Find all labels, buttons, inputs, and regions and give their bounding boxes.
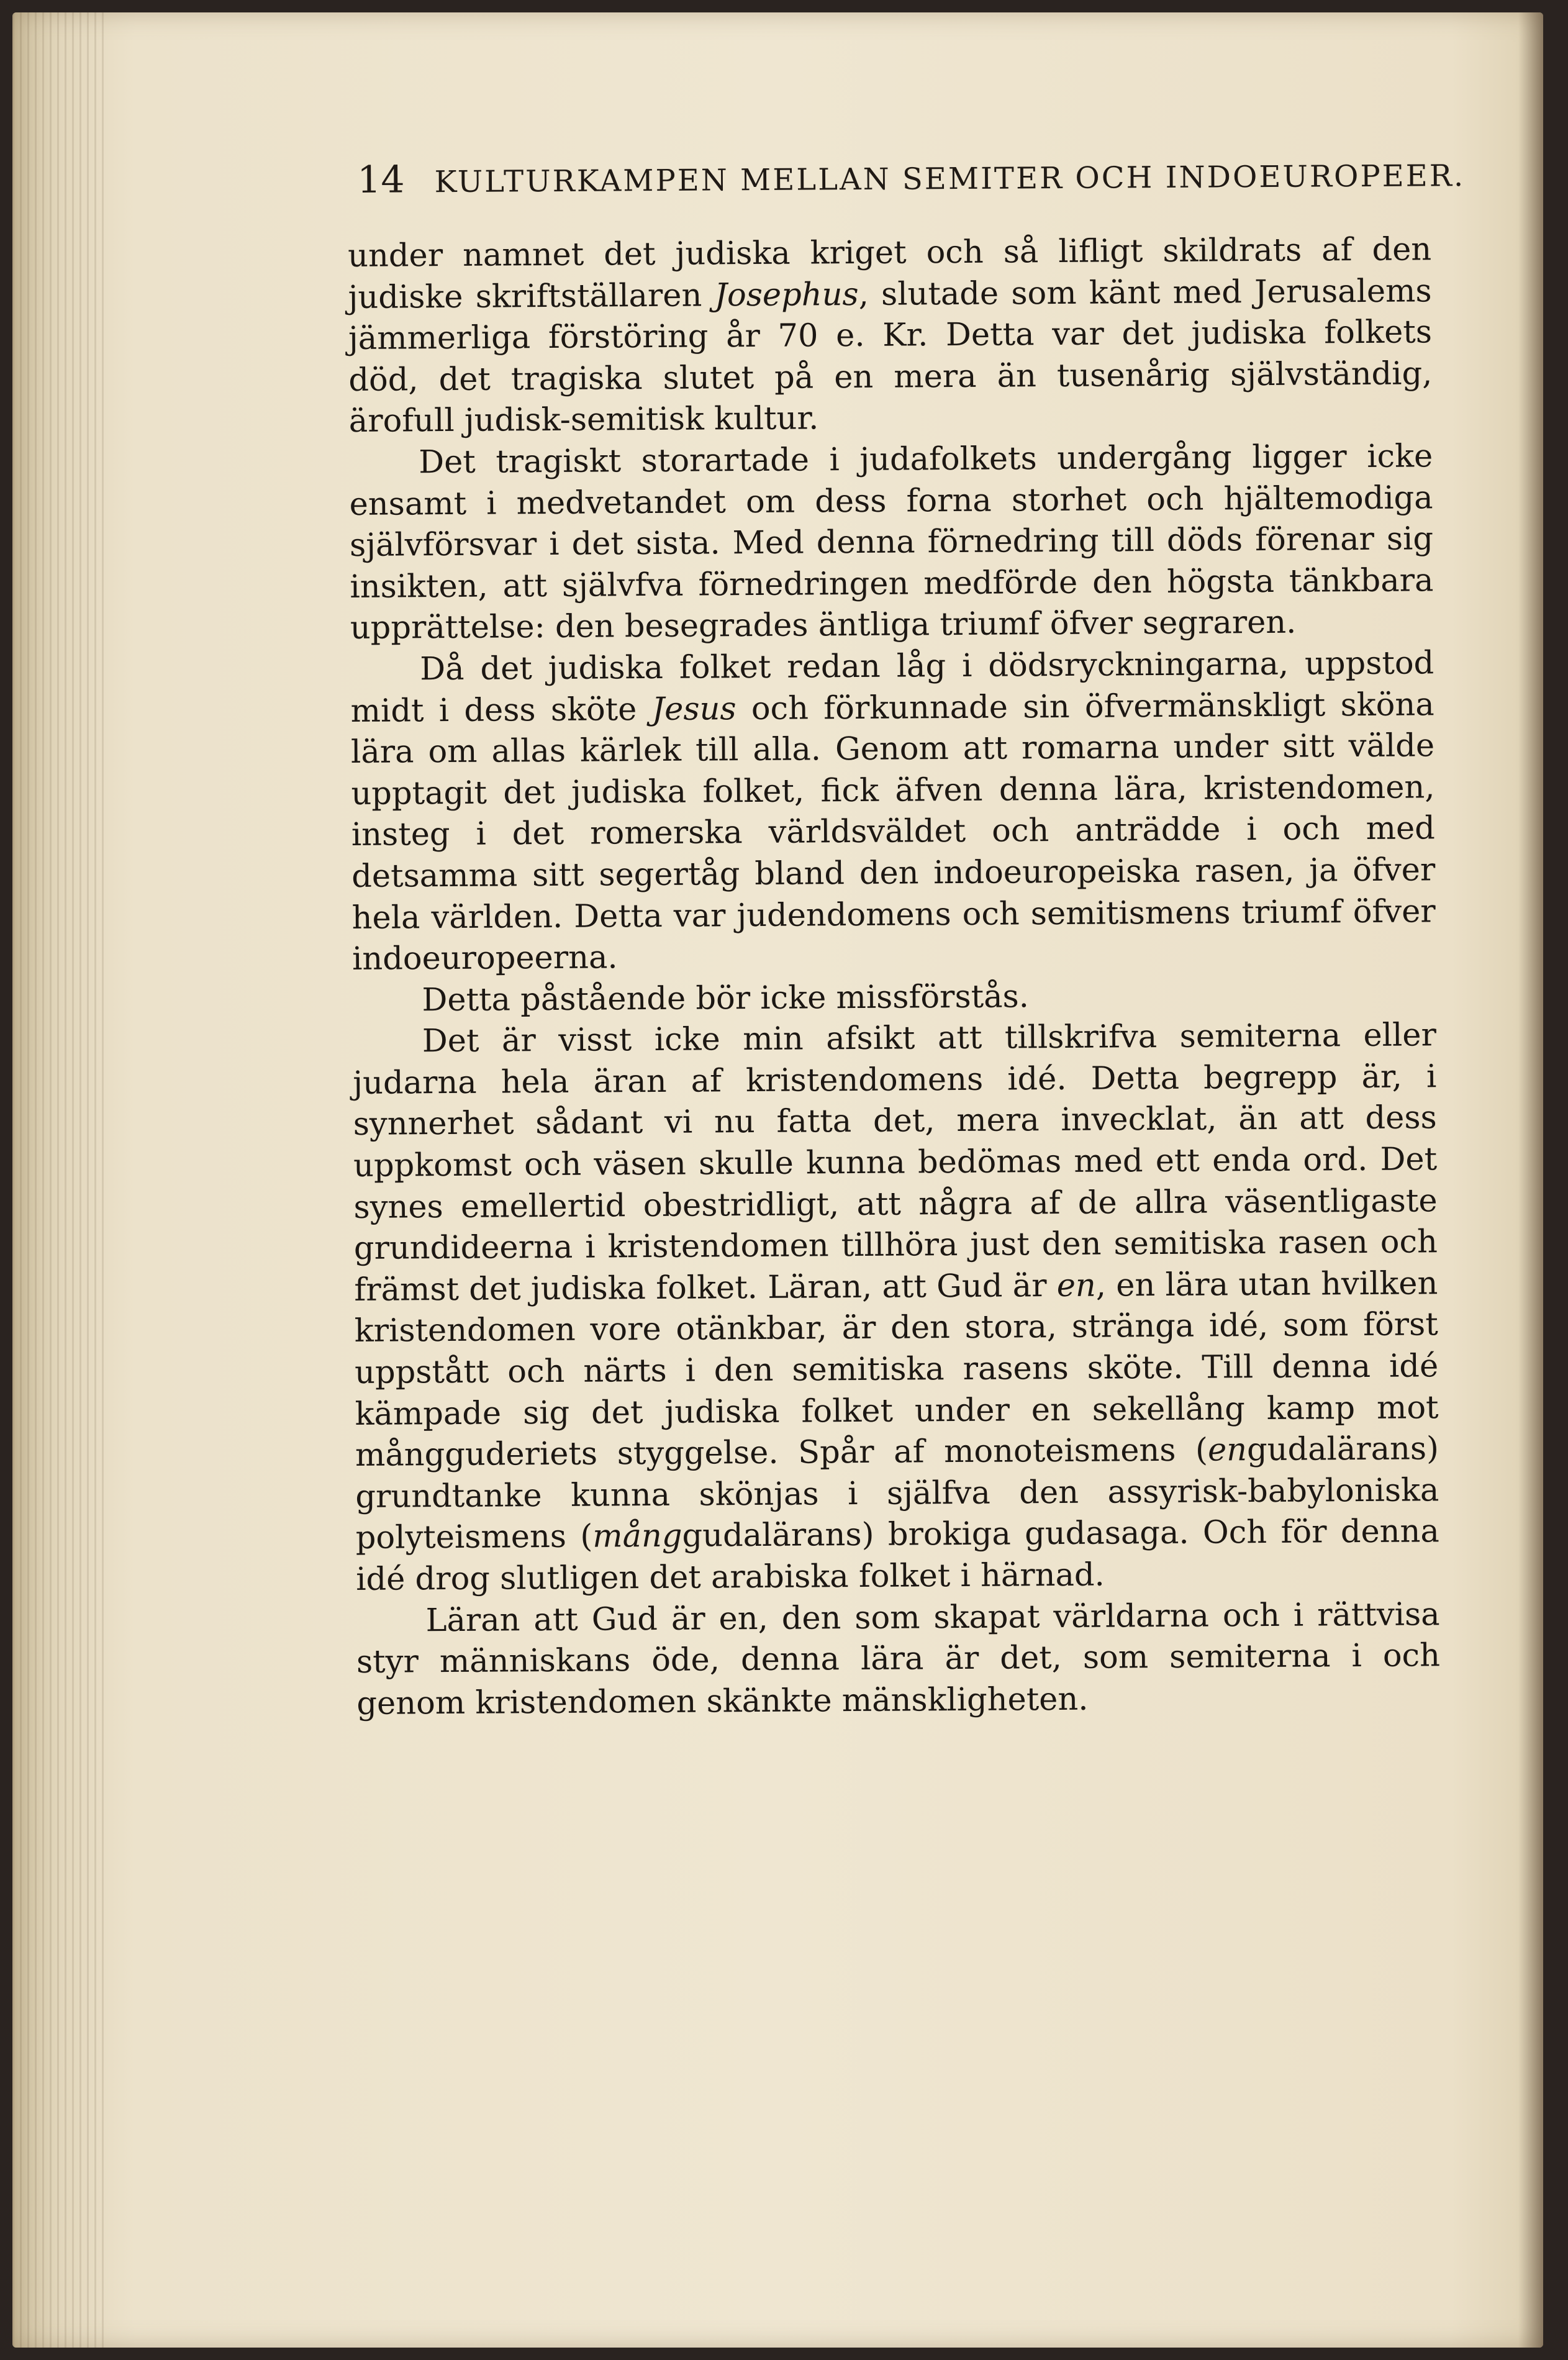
paragraph-1: under namnet det judiska kriget och så lifligt skildrats af den judiske skriftställaren Josephus, slutade som känt med Jerusalems jämmerliga förstöring år 70 e. Kr. Detta var det judiska folkets död, det tragiska slutet på en mera än tusenårig självständig, ärofull judisk-semitisk kultur. — [348, 231, 1433, 440]
running-header — [357, 152, 1466, 202]
name-josephus: Josephus — [714, 276, 859, 314]
emphasis-en: en — [1056, 1267, 1096, 1304]
paragraph-3: Då det judiska folket redan låg i dödsryckningarna, uppstod midt i dess sköte Jesus och förkunnade sin öfvermänskligt sköna lära om allas kärlek till alla. Genom att romarna under sitt välde upptagit det judiska folket, fick äfven denna lära, kristendomen, insteg i det romerska världsväldet och anträdde i och med detsamma sitt segertåg bland den indoeuropeiska rasen, ja öfver hela världen. Detta var judendomens och semitismens triumf öfver indoeuropeerna. — [350, 645, 1436, 978]
paragraph-5: Det är visst icke min afsikt att tillskrifva semiterna eller judarna hela äran af kristendomens idé. Detta begrepp är, i synnerhet sådant vi nu fatta det, mera invecklat, än att dess uppkomst och väsen skulle kunna bedömas med ett enda ord. Det synes emellertid obestridligt, att några af de allra väsentligaste grundideerna i kristendomen tillhöra just den semitiska rasen och främst det judiska folket. Läran, att Gud är en, en lära utan hvilken kristendomen vore otänkbar, är den stora, stränga idé, som först uppstått och närts i den semitiska rasens sköte. Till denna idé kämpade sig det judiska folket under en sekellång kamp mot mångguderiets styggelse. Spår af monoteismens (engudalärans) grundtanke kunna skönjas i själfva den assyrisk-babyloniska polyteismens (månggudalärans) brokiga gudasaga. Och för denna idé drog slutligen det arabiska folket i härnad. — [353, 1017, 1439, 1598]
binding-gutter — [12, 12, 106, 2348]
paragraph-4: Detta påstående bör icke missförstås. — [422, 978, 1030, 1019]
page-edge-shadow — [1518, 12, 1543, 2348]
paragraph-2: Det tragiskt storartade i judafolkets undergång ligger icke ensamt i medvetandet om dess forna storhet och hjältemodiga självförsvar i det sista. Med denna förnedring till döds förenar sig insikten, att självfva förnedringen medförde den högsta tänkbara upprättelse: den besegrades äntliga triumf öfver segraren. — [349, 438, 1434, 647]
emphasis-en-gudalarans: en — [1207, 1432, 1248, 1469]
page-number: 14 — [357, 158, 405, 202]
running-title: KULTURKAMPEN MELLAN SEMITER OCH INDOEUROPEER. — [434, 158, 1466, 200]
body-text — [348, 229, 1441, 1725]
paragraph-6: Läran att Gud är en, den som skapat världarna och i rättvisa styr människans öde, denna lära är det, som semiterna i och genom kristendomen skänkte mänskligheten. — [356, 1595, 1441, 1722]
book-page — [12, 12, 1543, 2348]
name-jesus: Jesus — [651, 690, 736, 728]
emphasis-mang-gudalarans: mång — [592, 1518, 682, 1556]
